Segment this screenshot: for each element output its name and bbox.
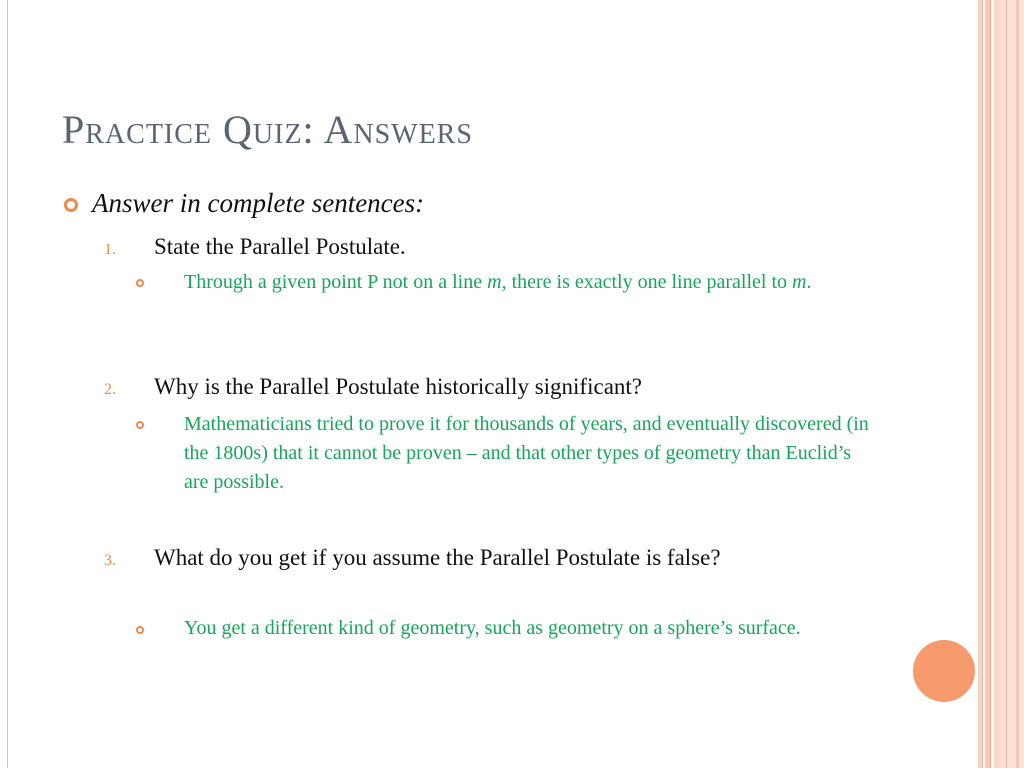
item-number: 3. xyxy=(104,552,116,569)
answer-text: You get a different kind of geometry, such as geometry on a sphere’s surface. xyxy=(184,617,801,639)
slide-frame-right-stripe xyxy=(1016,0,1019,768)
slide-frame-right-stripe xyxy=(990,0,991,768)
sub-bullet-circle-icon xyxy=(136,626,144,634)
slide-frame-right-stripe xyxy=(1006,0,1007,768)
decorative-circle xyxy=(913,640,975,702)
slide-frame-left xyxy=(7,0,8,768)
intro-text: Answer in complete sentences: xyxy=(92,188,425,218)
slide-frame-right-stripe xyxy=(982,0,983,768)
answer-text: Through a given point P not on a line m, there is exactly one line parallel to m. xyxy=(184,271,812,293)
slide-title: Practice Quiz: Answers xyxy=(62,107,473,152)
slide-frame-right-stripe xyxy=(1000,0,1024,768)
sub-bullet-circle-icon xyxy=(136,279,144,287)
question-text: State the Parallel Postulate. xyxy=(154,234,406,259)
question-text: Why is the Parallel Postulate historically significant? xyxy=(154,374,642,399)
answer-text: Mathematicians tried to prove it for thousands of years, and eventually discovered (in the 1800s) that it cannot be proven – and that other types of geometry than Euclid’s are possible. xyxy=(184,413,869,493)
question-text: What do you get if you assume the Parallel Postulate is false? xyxy=(154,545,721,570)
item-number: 1. xyxy=(104,241,116,258)
sub-bullet-circle-icon xyxy=(136,421,144,429)
item-number: 2. xyxy=(104,381,116,398)
bullet-circle-icon xyxy=(64,198,78,212)
